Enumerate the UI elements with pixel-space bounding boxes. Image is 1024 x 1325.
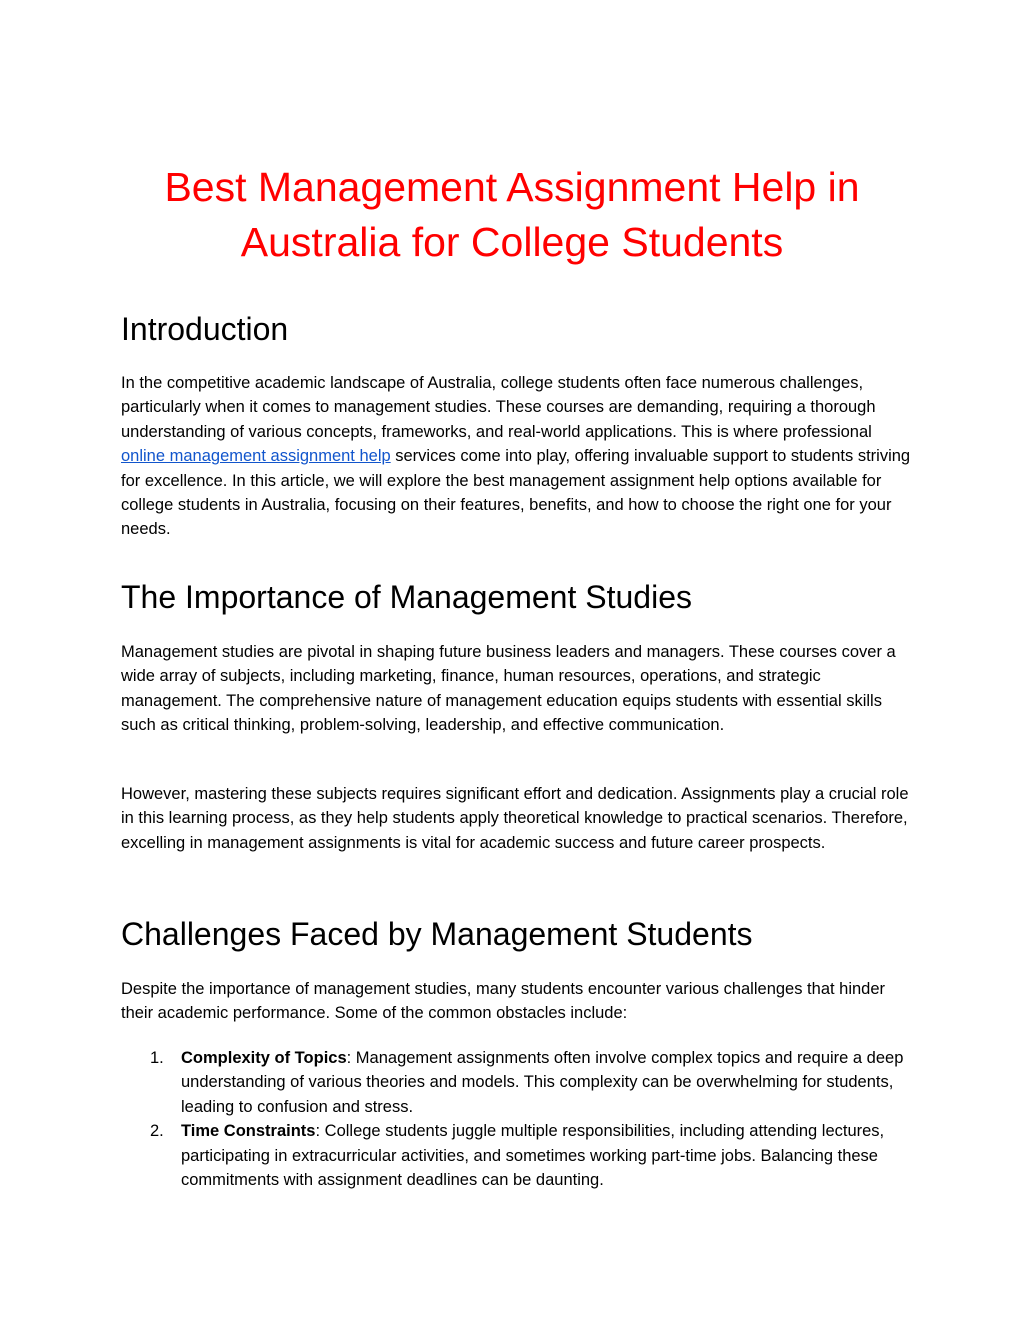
introduction-heading: Introduction [121,311,289,347]
intro-text-before-link: In the competitive academic landscape of Australia, college students often face numerous challenges, particularly when it comes to management studies. These courses are demanding, requiring a thorough understanding of various concepts, frameworks, and real-world applications. This is where professional [121,374,876,441]
challenges-list [121,1046,921,1192]
intro-text-after-link: services come into play, offering invaluable support to students striving for excellence. In this article, we will explore the best management assignment help options available for college students in Australia, focusing on their features, benefits, and how to choose the right one for your needs. [121,447,911,539]
list-item [121,1046,921,1119]
importance-heading: The Importance of Management Studies [121,579,692,615]
list-item-number: 1. [150,1049,164,1067]
list-item-text: : College students juggle multiple responsibilities, including attending lectures, participating in extracurricular activities, and sometimes working part-time jobs. Balancing these commitments with assignment deadlines can be daunting. [181,1122,885,1190]
importance-paragraph-1: Management studies are pivotal in shaping future business leaders and managers. These courses cover a wide array of subjects, including marketing, finance, human resources, operations, and strategic management. The comprehensive nature of management education equips students with essential skills such as critical thinking, problem-solving, leadership, and effective communication. [121,643,896,735]
list-item-text: : Management assignments often involve complex topics and require a deep understanding of various theories and models. This complexity can be overwhelming for students, leading to confusion and stress. [181,1049,904,1116]
challenges-heading: Challenges Faced by Management Students [121,916,753,952]
online-management-assignment-help-link[interactable]: online management assignment help [121,447,391,466]
document-title: Best Management Assignment Help in Australia for College Students [164,164,860,265]
list-item-number: 2. [150,1122,164,1141]
introduction-paragraph [121,371,911,542]
challenges-paragraph: Despite the importance of management studies, many students encounter various challenges that hinder their academic performance. Some of the common obstacles include: [121,980,886,1023]
list-item [121,1119,921,1192]
list-item-term: Time Constraints [181,1122,316,1141]
list-item-term: Complexity of Topics [181,1049,347,1067]
importance-paragraph-2: However, mastering these subjects requires significant effort and dedication. Assignments play a crucial role in this learning process, as they help students apply theoretical knowledge to practical scenarios. Therefore, excelling in management assignments is vital for academic success and future career prospects. [121,785,909,852]
